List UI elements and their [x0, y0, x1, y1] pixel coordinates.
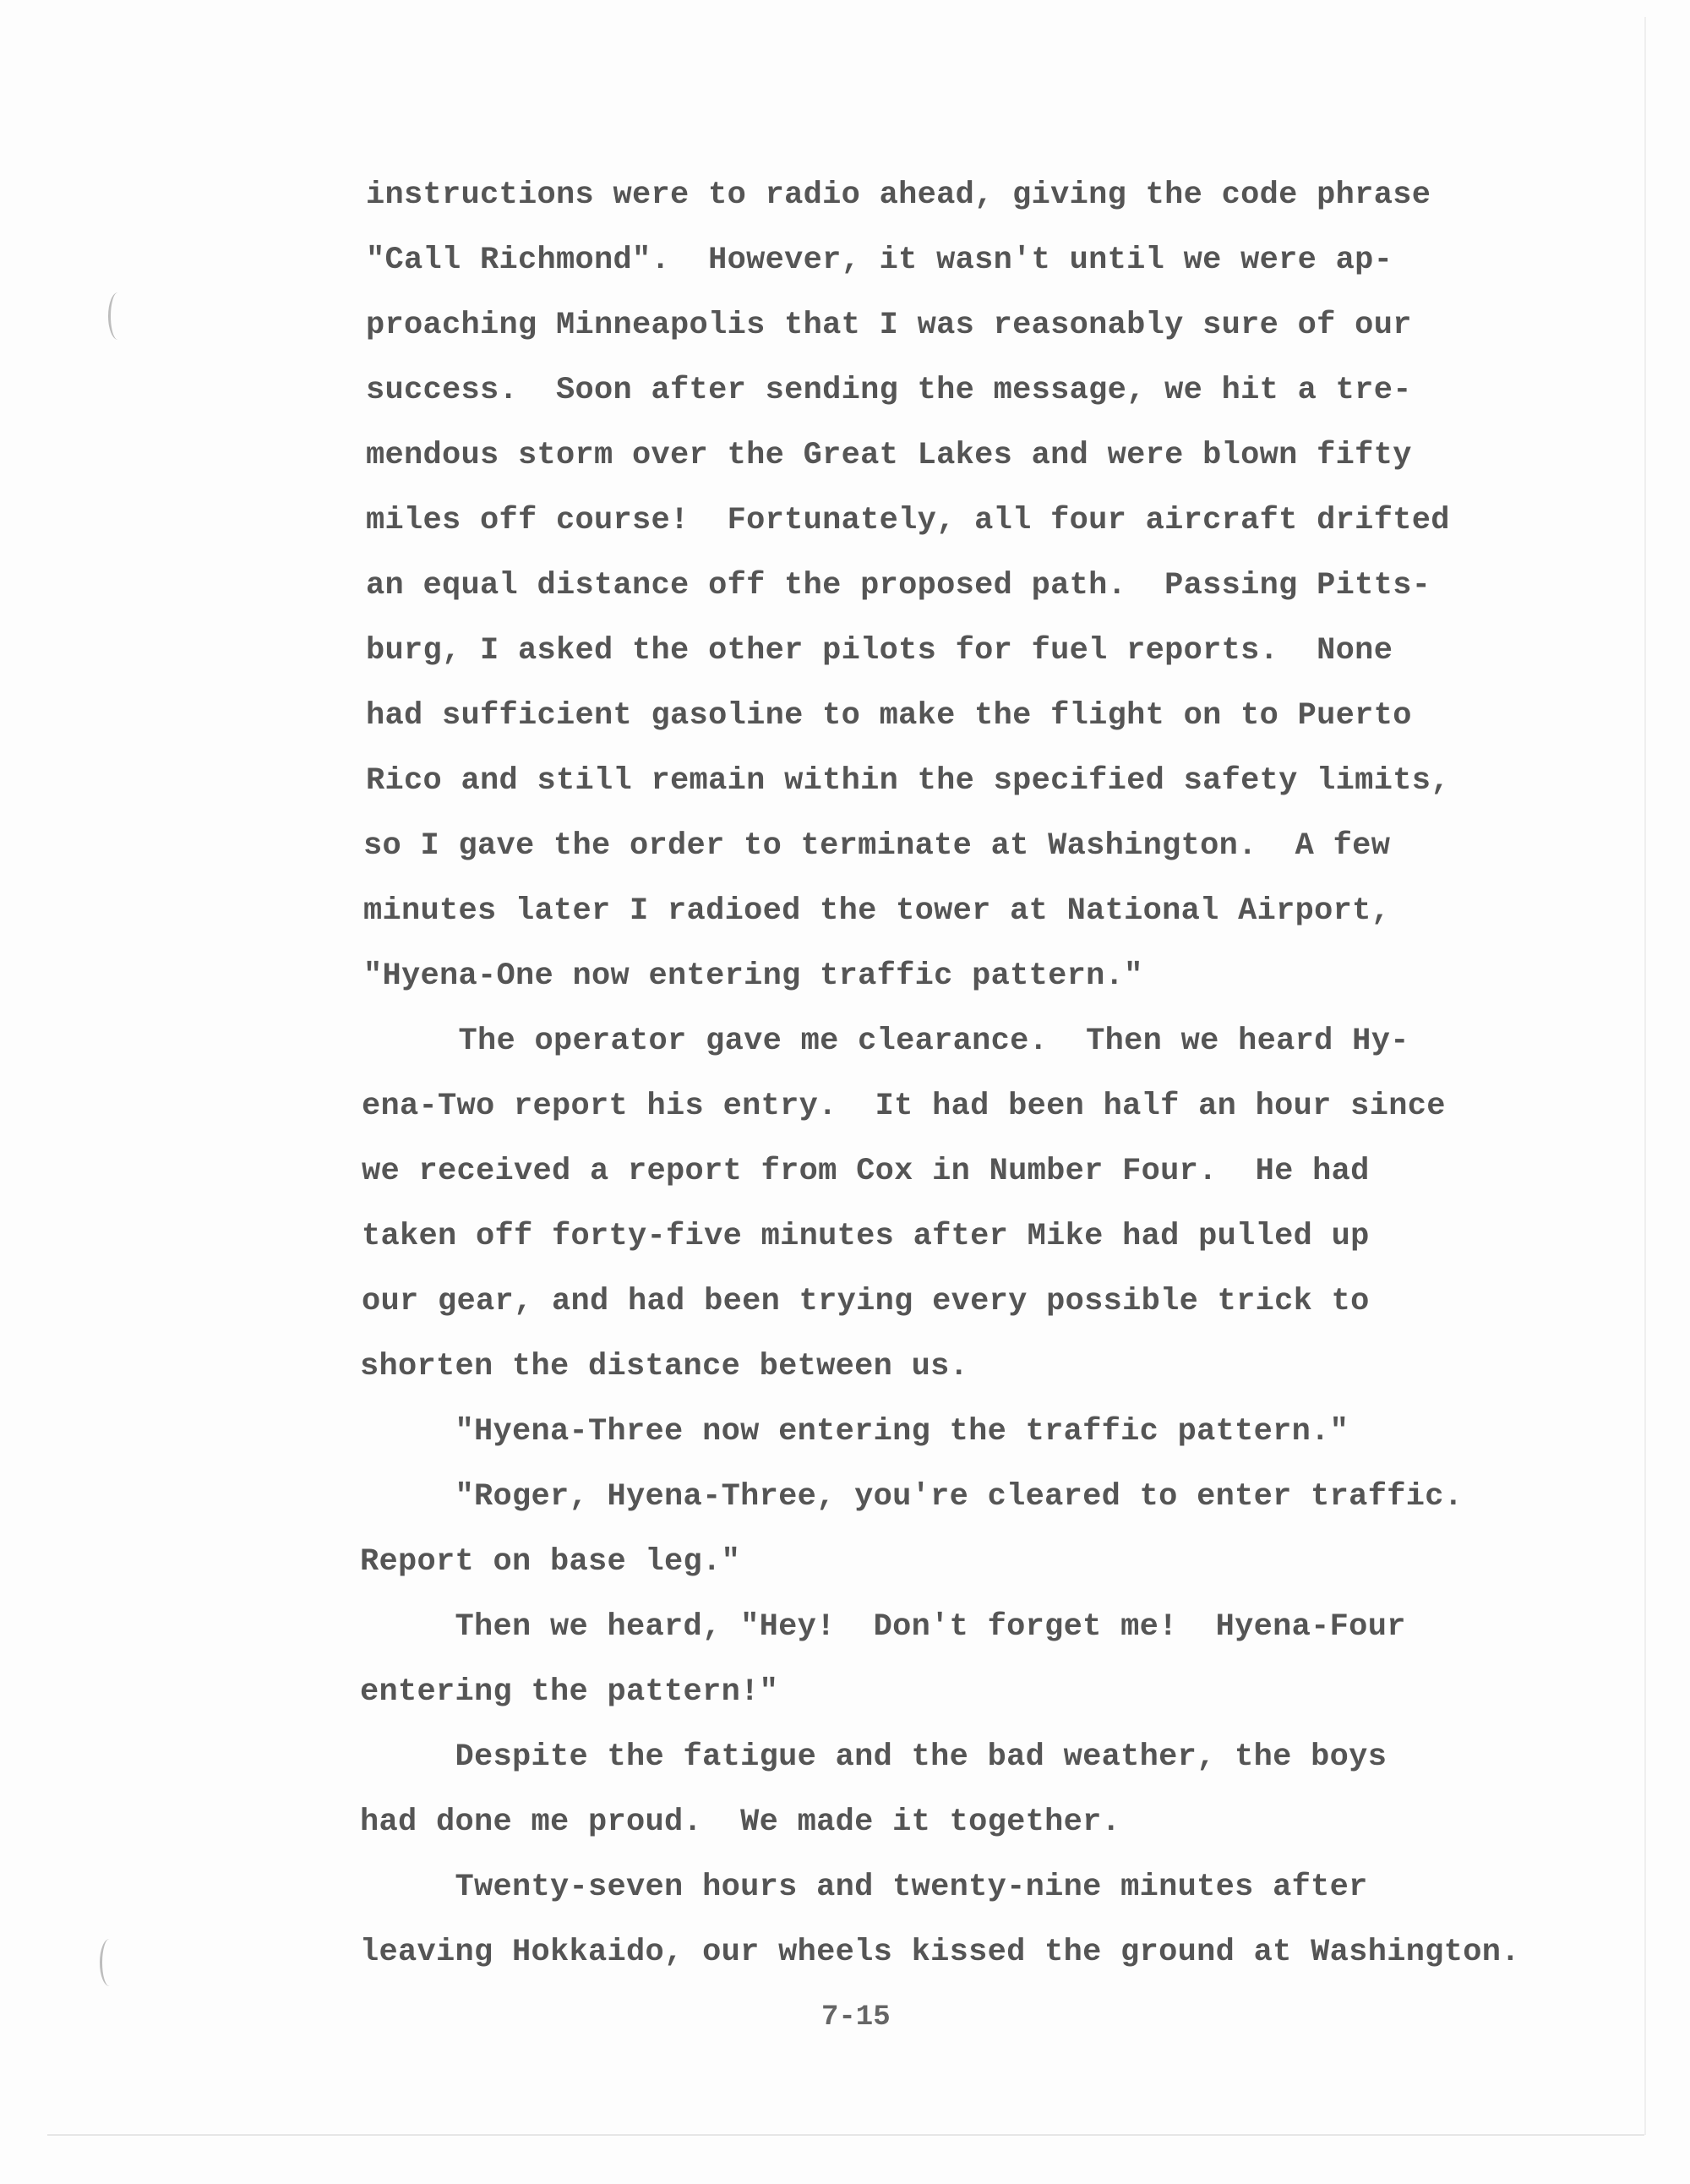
text-line: Despite the fatigue and the bad weather, the boys	[360, 1739, 1387, 1775]
text-line: so I gave the order to terminate at Washington. A few	[363, 828, 1391, 864]
text-line: instructions were to radio ahead, giving the code phrase	[366, 177, 1431, 213]
text-line: "Roger, Hyena-Three, you're cleared to enter traffic.	[360, 1479, 1464, 1515]
text-line: shorten the distance between us.	[360, 1349, 969, 1384]
binder-hole-mark	[100, 1939, 119, 1986]
text-line: had sufficient gasoline to make the flight on to Puerto	[366, 698, 1412, 734]
text-line: "Hyena-One now entering traffic pattern."	[363, 958, 1143, 994]
text-line: we received a report from Cox in Number Four. He had	[362, 1154, 1370, 1189]
text-line: "Call Richmond". However, it wasn't until we were ap-	[366, 243, 1393, 278]
text-line: entering the pattern!"	[360, 1674, 779, 1710]
text-line: miles off course! Fortunately, all four aircraft drifted	[366, 503, 1450, 538]
text-line: burg, I asked the other pilots for fuel reports. None	[366, 633, 1393, 669]
text-line: ena-Two report his entry. It had been half an hour since	[362, 1089, 1446, 1124]
text-line: proaching Minneapolis that I was reasonably sure of our	[366, 308, 1412, 343]
page-edge-right	[1644, 17, 1646, 2135]
text-line: Twenty-seven hours and twenty-nine minutes after	[360, 1870, 1368, 1905]
text-line: mendous storm over the Great Lakes and were blown fifty	[366, 438, 1412, 473]
text-line: had done me proud. We made it together.	[360, 1805, 1121, 1840]
page-number: 7-15	[821, 2001, 891, 2034]
text-line: "Hyena-Three now entering the traffic pattern."	[360, 1414, 1349, 1450]
text-line: success. Soon after sending the message, we hit a tre-	[366, 373, 1412, 408]
text-line: our gear, and had been trying every possible trick to	[362, 1284, 1370, 1319]
page-edge-bottom	[47, 2134, 1644, 2136]
binder-hole-mark	[108, 292, 128, 340]
text-line: an equal distance off the proposed path. Passing Pitts-	[366, 568, 1431, 603]
text-line: taken off forty-five minutes after Mike had pulled up	[362, 1219, 1370, 1254]
text-line: Then we heard, "Hey! Don't forget me! Hyena-Four	[360, 1609, 1406, 1645]
text-line: Rico and still remain within the specified safety limits,	[366, 763, 1450, 799]
text-line: leaving Hokkaido, our wheels kissed the ground at Washington.	[360, 1935, 1520, 1970]
text-line: Report on base leg."	[360, 1544, 741, 1580]
text-line: The operator gave me clearance. Then we heard Hy-	[363, 1024, 1409, 1059]
text-line: minutes later I radioed the tower at National Airport,	[363, 893, 1391, 929]
